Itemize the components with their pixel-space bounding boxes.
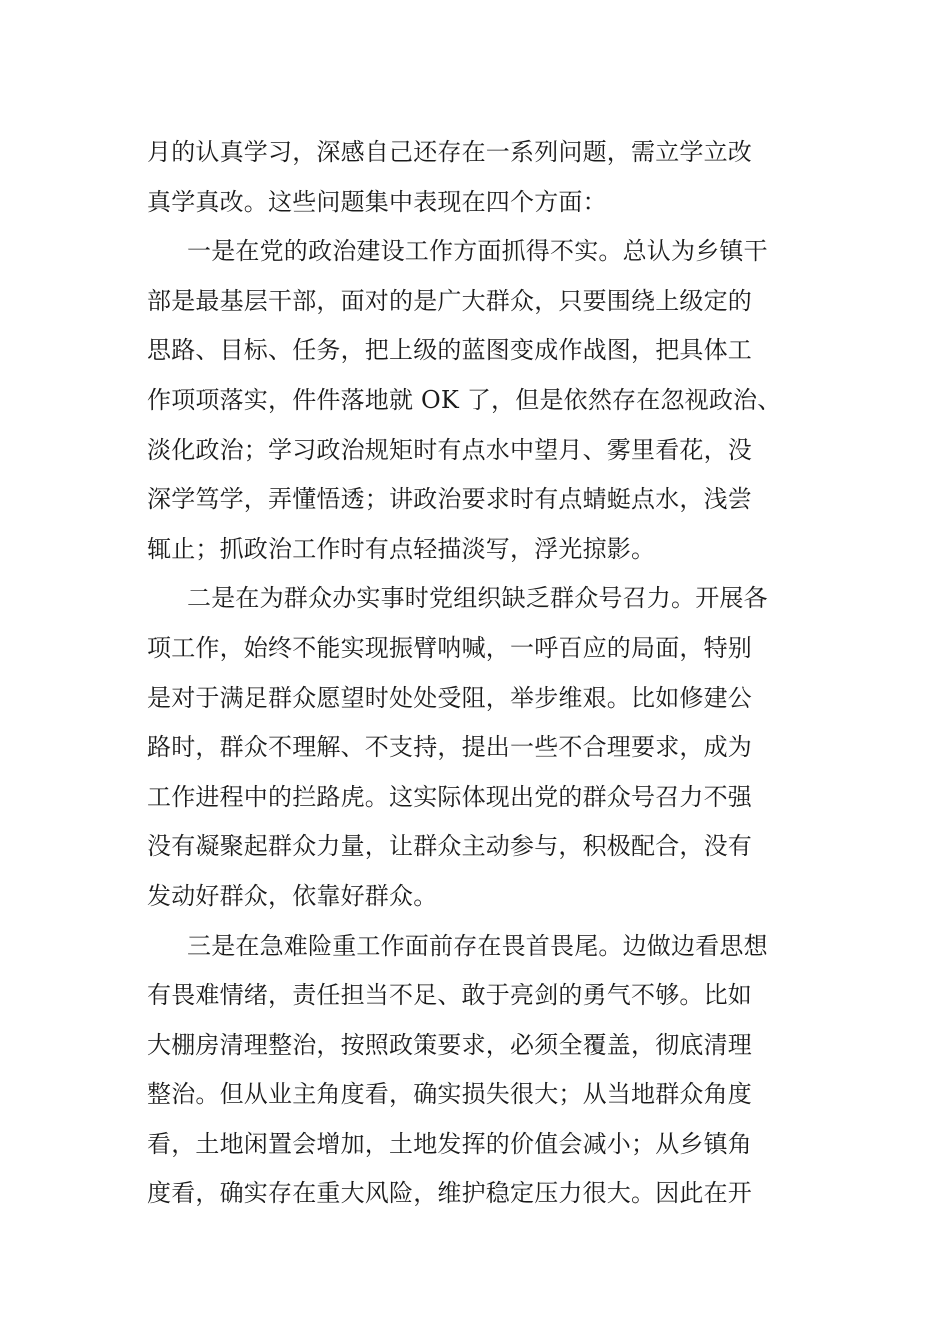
text-line: 辄止；抓政治工作时有点轻描淡写，浮光掠影。 bbox=[147, 534, 656, 563]
text-line: 度看，确实存在重大风险，维护稳定压力很大。因此在开 bbox=[147, 1179, 752, 1208]
text-line: 月的认真学习，深感自己还存在一系列问题，需立学立改 bbox=[147, 138, 752, 166]
text-line: 没有凝聚起群众力量，让群众主动参与，积极配合，没有 bbox=[147, 832, 752, 861]
text-line: 看，土地闲置会增加，土地发挥的价值会减小；从乡镇角 bbox=[147, 1129, 752, 1158]
document-body bbox=[147, 128, 812, 1219]
text-line: 工作进程中的拦路虎。这实际体现出党的群众号召力不强 bbox=[147, 782, 752, 811]
text-line: 是对于满足群众愿望时处处受阻，举步维艰。比如修建公 bbox=[147, 683, 752, 712]
text-line: 深学笃学，弄懂悟透；讲政治要求时有点蜻蜓点水，浅尝 bbox=[147, 485, 752, 514]
text-line: 思路、目标、任务，把上级的蓝图变成作战图，把具体工 bbox=[147, 336, 752, 365]
paragraph-first-line: 一是在党的政治建设工作方面抓得不实。总认为乡镇干 bbox=[187, 237, 768, 266]
text-line: 真学真改。这些问题集中表现在四个方面： bbox=[147, 187, 607, 216]
paragraph-first-line: 三是在急难险重工作面前存在畏首畏尾。边做边看思想 bbox=[187, 931, 768, 960]
text-line: 部是最基层干部，面对的是广大群众，只要围绕上级定的 bbox=[147, 286, 752, 315]
text-line: 整治。但从业主角度看，确实损失很大；从当地群众角度 bbox=[147, 1080, 752, 1109]
text-line: 淡化政治；学习政治规矩时有点水中望月、雾里看花，没 bbox=[147, 435, 752, 464]
text-line: 发动好群众，依靠好群众。 bbox=[147, 881, 438, 910]
text-line: 作项项落实，件件落地就 OK 了，但是依然存在忽视政治、 bbox=[147, 385, 782, 414]
text-line: 项工作，始终不能实现振臂呐喊，一呼百应的局面，特别 bbox=[147, 633, 752, 662]
text-line: 有畏难情绪，责任担当不足、敢于亮剑的勇气不够。比如 bbox=[147, 981, 752, 1010]
paragraph-first-line: 二是在为群众办实事时党组织缺乏群众号召力。开展各 bbox=[187, 584, 768, 613]
text-line: 大棚房清理整治，按照政策要求，必须全覆盖，彻底清理 bbox=[147, 1030, 752, 1059]
text-line: 路时，群众不理解、不支持，提出一些不合理要求，成为 bbox=[147, 733, 752, 762]
